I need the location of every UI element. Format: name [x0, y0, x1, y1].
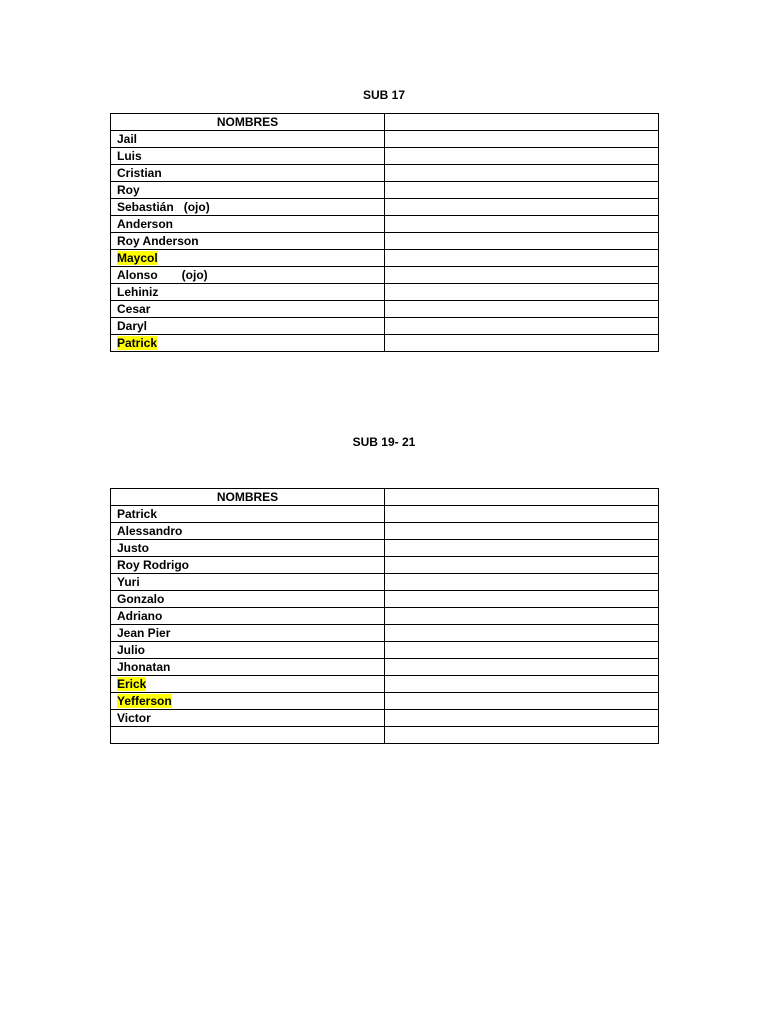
empty-cell — [385, 284, 659, 301]
player-name: Jean Pier — [117, 625, 171, 640]
empty-cell — [385, 318, 659, 335]
player-name: Anderson — [117, 216, 174, 231]
table-row — [111, 199, 659, 216]
table-row — [111, 659, 659, 676]
empty-cell — [385, 233, 659, 250]
empty-cell — [385, 540, 659, 557]
name-cell — [111, 557, 385, 574]
empty-cell — [385, 574, 659, 591]
empty-cell — [385, 148, 659, 165]
empty-cell — [385, 523, 659, 540]
name-cell — [111, 608, 385, 625]
table-header-row — [111, 114, 659, 131]
table-row — [111, 574, 659, 591]
player-name: Lehiniz — [117, 284, 159, 299]
name-cell — [111, 625, 385, 642]
player-name: Jail — [117, 131, 138, 146]
player-note: (ojo) — [181, 267, 208, 282]
player-name: Alessandro — [117, 523, 183, 538]
table-row — [111, 727, 659, 744]
empty-cell — [385, 301, 659, 318]
empty-cell — [385, 182, 659, 199]
empty-cell — [385, 216, 659, 233]
name-cell — [111, 676, 385, 693]
player-name: Luis — [117, 148, 142, 163]
empty-cell — [385, 727, 659, 744]
empty-cell — [385, 608, 659, 625]
table-row — [111, 131, 659, 148]
player-name: Patrick — [117, 506, 158, 521]
table-row — [111, 182, 659, 199]
name-cell — [111, 182, 385, 199]
table-row — [111, 216, 659, 233]
table-row — [111, 165, 659, 182]
roster-body-sub19-21 — [111, 506, 659, 744]
roster-table-sub19-21 — [110, 488, 659, 744]
name-cell — [111, 710, 385, 727]
empty-cell — [385, 131, 659, 148]
table-row — [111, 318, 659, 335]
name-cell — [111, 216, 385, 233]
section-title-sub19-21: SUB 19- 21 — [352, 435, 416, 449]
name-cell — [111, 642, 385, 659]
empty-cell — [385, 267, 659, 284]
table-row — [111, 267, 659, 284]
column-header-empty — [385, 489, 659, 506]
name-cell — [111, 318, 385, 335]
player-name: Justo — [117, 540, 150, 555]
highlighted-player-name: Patrick — [117, 335, 158, 350]
empty-cell — [385, 659, 659, 676]
roster-body-sub17 — [111, 131, 659, 352]
player-name: Roy — [117, 182, 140, 197]
table-row — [111, 301, 659, 318]
column-header-nombres: NOMBRES — [111, 489, 385, 506]
empty-cell — [385, 250, 659, 267]
player-name: Cesar — [117, 301, 151, 316]
player-name: Adriano — [117, 608, 163, 623]
player-name: Victor — [117, 710, 151, 725]
column-header-nombres: NOMBRES — [111, 114, 385, 131]
highlighted-player-name: Yefferson — [117, 693, 172, 708]
table-row — [111, 625, 659, 642]
empty-cell — [385, 199, 659, 216]
empty-cell — [385, 591, 659, 608]
table-header-row — [111, 489, 659, 506]
name-cell — [111, 148, 385, 165]
player-name: Cristian — [117, 165, 162, 180]
name-cell — [111, 659, 385, 676]
table-row — [111, 335, 659, 352]
player-name: Sebastián — [117, 199, 174, 214]
player-name: Jhonatan — [117, 659, 171, 674]
empty-cell — [385, 625, 659, 642]
empty-cell — [385, 165, 659, 182]
name-cell — [111, 131, 385, 148]
table-row — [111, 148, 659, 165]
player-name: Gonzalo — [117, 591, 165, 606]
empty-cell — [385, 557, 659, 574]
player-name: Daryl — [117, 318, 148, 333]
player-name: Roy Anderson — [117, 233, 199, 248]
player-name: Julio — [117, 642, 146, 657]
name-cell — [111, 301, 385, 318]
table-row — [111, 557, 659, 574]
name-cell — [111, 540, 385, 557]
empty-cell — [385, 506, 659, 523]
name-cell — [111, 233, 385, 250]
empty-cell — [385, 710, 659, 727]
name-cell — [111, 523, 385, 540]
table-row — [111, 540, 659, 557]
highlighted-player-name: Maycol — [117, 250, 158, 265]
table-row — [111, 233, 659, 250]
empty-cell — [385, 335, 659, 352]
player-note: (ojo) — [183, 199, 210, 214]
roster-table-sub17 — [110, 113, 659, 352]
name-cell — [111, 727, 385, 744]
section-title-sub17: SUB 17 — [362, 88, 406, 102]
table-row — [111, 523, 659, 540]
name-cell — [111, 284, 385, 301]
player-name: Roy Rodrigo — [117, 557, 189, 572]
name-cell — [111, 574, 385, 591]
table-row — [111, 284, 659, 301]
column-header-empty — [385, 114, 659, 131]
name-cell — [111, 591, 385, 608]
table-row — [111, 608, 659, 625]
player-name: Yuri — [117, 574, 140, 589]
player-name: Alonso — [117, 267, 158, 282]
table-row — [111, 591, 659, 608]
name-cell — [111, 506, 385, 523]
name-cell — [111, 335, 385, 352]
name-cell — [111, 693, 385, 710]
name-cell — [111, 199, 385, 216]
table-row — [111, 506, 659, 523]
empty-cell — [385, 642, 659, 659]
empty-cell — [385, 676, 659, 693]
name-cell — [111, 165, 385, 182]
empty-cell — [385, 693, 659, 710]
table-row — [111, 676, 659, 693]
table-row — [111, 710, 659, 727]
highlighted-player-name: Erick — [117, 676, 147, 691]
table-row — [111, 693, 659, 710]
table-row — [111, 250, 659, 267]
name-cell — [111, 267, 385, 284]
table-row — [111, 642, 659, 659]
name-cell — [111, 250, 385, 267]
